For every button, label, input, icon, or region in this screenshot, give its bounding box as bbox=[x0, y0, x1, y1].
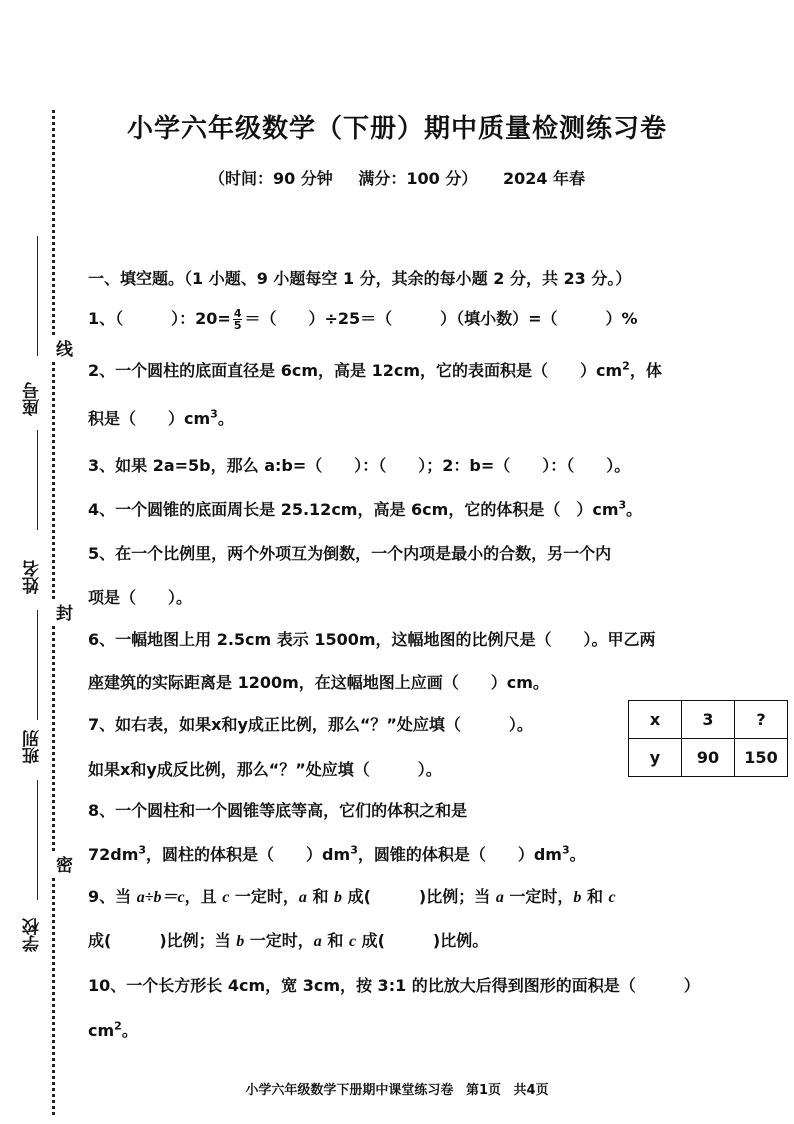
exam-year: 2024 年春 bbox=[502, 169, 586, 188]
seat-number-label: 座号 bbox=[23, 382, 43, 416]
question-6-line-1: 6、一幅地图上用 2.5cm 表示 1500m，这幅地图的比例尺是（ ）。甲乙两 bbox=[88, 630, 656, 649]
name-label: 姓名 bbox=[23, 560, 43, 594]
table-cell: 90 bbox=[682, 739, 735, 777]
exam-time: （时间：90 分钟 bbox=[208, 169, 333, 188]
seat-number-blank bbox=[37, 236, 38, 356]
seal-mark-line: 线 bbox=[50, 336, 75, 361]
table-row bbox=[629, 701, 788, 739]
page-footer bbox=[0, 1079, 794, 1098]
name-blank bbox=[37, 430, 38, 530]
fraction: $\frac{4}{5}$ bbox=[233, 307, 242, 332]
seal-mark-secret: 密 bbox=[50, 852, 75, 877]
question-10-line-1: 10、一个长方形长 4cm，宽 3cm，按 3:1 的比放大后得到图形的面积是（ ） bbox=[88, 976, 700, 995]
footer-total: 共4页 bbox=[513, 1083, 549, 1098]
question-3: 3、如果 2a=5b，那么 a:b=（ ）：（ ）；2：b=（ ）：（ ）。 bbox=[88, 456, 631, 475]
class-label: 班别 bbox=[23, 730, 43, 764]
footer-page: 第1页 bbox=[465, 1083, 501, 1098]
question-10-line-2: $cm^2$。 bbox=[88, 1019, 138, 1040]
question-5-line-1: 5、在一个比例里，两个外项互为倒数，一个内项是最小的合数，另一个内 bbox=[88, 544, 612, 563]
question-5-line-2: 项是（ ）。 bbox=[88, 588, 193, 607]
table-cell: 150 bbox=[735, 739, 788, 777]
school-blank bbox=[37, 780, 38, 900]
table-row bbox=[629, 739, 788, 777]
question-7-line-2: 如果x和y成反比例，那么“？”处应填（ ）。 bbox=[88, 760, 442, 779]
school-label: 学校 bbox=[23, 918, 43, 952]
question-2-line-2: 积是（ ）$cm^3$。 bbox=[88, 407, 234, 428]
exam-title: 小学六年级数学（下册）期中质量检测练习卷 bbox=[126, 114, 667, 144]
question-2-line-1: 2、一个圆柱的底面直径是 6cm，高是 12cm，它的表面积是（ ）$cm^2$，体 bbox=[88, 359, 662, 380]
question-4: 4、一个圆锥的底面周长是 25.12cm，高是 6cm，它的体积是（ ）$cm^3$。 bbox=[88, 498, 643, 519]
table-cell: 3 bbox=[682, 701, 735, 739]
proportion-table bbox=[628, 700, 788, 777]
class-blank bbox=[37, 610, 38, 720]
table-cell: x bbox=[629, 701, 682, 739]
section-heading: 一、填空题。（1 小题、9 小题每空 1 分，其余的每小题 2 分，共 23 分。） bbox=[88, 269, 632, 288]
question-1: 1、（ ）：20= $\frac{4}{5}$ ＝（ ）÷25＝（ ）（填小数）=（ ）% bbox=[88, 307, 638, 332]
table-cell: y bbox=[629, 739, 682, 777]
exam-score: 满分：100 分） bbox=[358, 169, 478, 188]
footer-title: 小学六年级数学下册期中课堂练习卷 bbox=[245, 1083, 454, 1098]
question-7-line-1: 7、如右表，如果x和y成正比例，那么“？”处应填（ ）。 bbox=[88, 715, 533, 734]
seal-mark-seal: 封 bbox=[50, 600, 75, 625]
question-8-line-2: $72dm^3$，圆柱的体积是（ ）$dm^3$，圆锥的体积是（ ）$dm^3$。 bbox=[88, 843, 586, 864]
question-8-line-1: 8、一个圆柱和一个圆锥等底等高，它们的体积之和是 bbox=[88, 801, 468, 820]
question-9-line-1: 9、当 a÷b＝c，且 c 一定时，a 和 b 成( )比例；当 a 一定时，b 和 c bbox=[88, 887, 616, 906]
exam-subtitle bbox=[0, 166, 794, 189]
question-6-line-2: 座建筑的实际距离是 1200m，在这幅地图上应画（ ）cm。 bbox=[88, 673, 549, 692]
question-9-line-2: 成( )比例；当 b 一定时，a 和 c 成( )比例。 bbox=[88, 931, 489, 950]
table-cell: ? bbox=[735, 701, 788, 739]
